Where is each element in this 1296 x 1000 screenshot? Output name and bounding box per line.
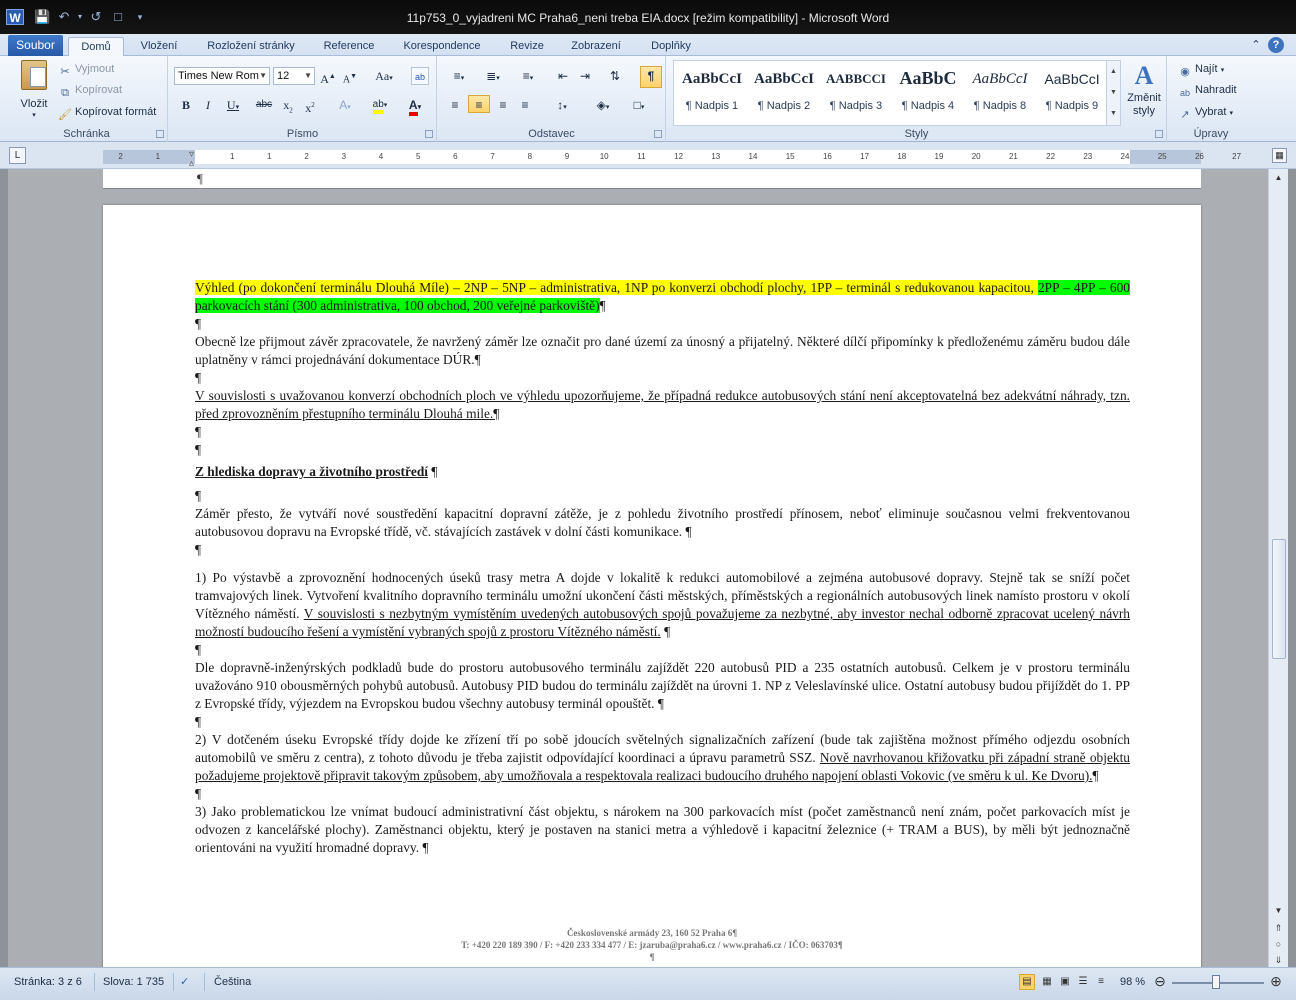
select-button[interactable]: ↗ Vybrat ▾	[1178, 104, 1233, 122]
style-preview: AaBbC	[899, 68, 957, 88]
justify-button[interactable]: ≡	[521, 98, 529, 112]
browse-object-icon[interactable]: ○	[1275, 939, 1282, 949]
ruler-number: 20	[971, 152, 981, 161]
replace-icon: ab	[1179, 88, 1190, 98]
paragraph-conversion[interactable]	[195, 387, 1130, 423]
underlined-text: Nově navrhovanou křižovatku při západní straně objektu požadujeme projektově připravit takovým způsobem, aby umožňovala a respektovala realizaci budoucího druhého napojení oblasti Vokovic (ve směru k ul. Ke Dvoru).	[195, 750, 1130, 783]
highlighted-text-green: 2PP – 4PP – 600 parkovacích stání (300 administrativa, 100 obchod, 200 veřejné parkoviště)	[195, 280, 1130, 313]
paragraph-group	[438, 56, 666, 142]
font-size-dropdown-icon[interactable]: ▼	[304, 71, 312, 80]
paragraph-mark: ¶	[195, 370, 202, 385]
scroll-down-icon[interactable]: ▼	[1274, 906, 1283, 915]
ruler-bar	[0, 142, 1296, 169]
new-document-icon[interactable]: □	[114, 9, 122, 24]
gallery-down-icon[interactable]: ▼	[1110, 89, 1117, 96]
font-group-label: Písmo	[286, 128, 319, 140]
paragraph-point-2[interactable]	[195, 731, 1130, 785]
text-effects-button[interactable]: A▾	[339, 98, 351, 112]
paragraph-mark: ¶	[195, 642, 202, 657]
cut-label: Vyjmout	[75, 63, 115, 75]
language[interactable]: Čeština	[214, 976, 252, 988]
style-heading-9[interactable]	[1036, 61, 1108, 119]
format-painter-label: Kopírovat formát	[75, 106, 157, 118]
style-heading-8[interactable]	[964, 61, 1036, 119]
font-name-dropdown-icon[interactable]: ▼	[259, 71, 267, 80]
paragraph-mark: ¶	[195, 424, 202, 439]
paragraph-mark: ¶	[195, 542, 202, 557]
indent-marker-icon[interactable]: ▿ ▵	[189, 149, 195, 169]
superscript-button[interactable]: $x^2$	[305, 101, 315, 115]
ruler-number: 16	[822, 152, 832, 161]
ruler-text-area	[195, 150, 1130, 164]
paragraph-text: Záměr přesto, že vytváří nové soustředění kapacitní dopravní zátěže, je z pohledu životního prostředí přínosem, neboť eliminuje současnou velmi frekventovanou autobusovou dopravu na Evropské třídě, vč. stávajících zastávek v dolní části komunikace.	[195, 506, 1130, 539]
undo-dropdown-icon[interactable]: ▾	[77, 12, 82, 21]
status-bar	[0, 967, 1296, 1000]
ruler-number: 26	[1194, 152, 1204, 161]
tab-references[interactable]: Reference	[323, 40, 375, 52]
previous-page-bottom	[103, 169, 1201, 189]
font-color-button[interactable]: A▾	[401, 96, 429, 114]
paragraph-general[interactable]	[195, 333, 1130, 369]
align-right-button[interactable]: ≡	[499, 98, 507, 112]
style-name: ¶ Nadpis 1	[685, 100, 739, 112]
borders-button[interactable]: □▾	[633, 98, 645, 112]
find-label: Najít	[1195, 63, 1218, 75]
paragraph-mark: ¶	[599, 298, 606, 313]
draft-view-icon[interactable]: ≡	[1098, 976, 1104, 987]
page-count[interactable]: Stránka: 3 z 6	[14, 976, 82, 988]
font-size-value: 12	[277, 70, 290, 82]
paste-button[interactable]	[14, 60, 54, 122]
change-styles-label: Změnit styly	[1127, 92, 1161, 117]
editing-group-label: Úpravy	[1193, 128, 1229, 140]
style-name: ¶ Nadpis 2	[757, 100, 811, 112]
underlined-text: V souvislosti s nezbytným vymístěním uvedených autobusových spojů považujeme za nezbytné, aby investor nechal odborně zpracovat ucelený návrh možností budoucího řešení a vymístění vybraných spojů z prostoru Vítězného náměstí.	[195, 606, 1130, 639]
change-case-button[interactable]: Aa▾	[375, 69, 393, 83]
view-ruler-icon[interactable]: ▦	[1272, 148, 1287, 163]
style-name: ¶ Nadpis 4	[901, 100, 955, 112]
style-preview: AaBbCcI	[753, 71, 814, 87]
paragraph-text: Obecně lze přijmout závěr zpracovatele, že navržený záměr lze označit pro dané území za únosný a přijatelný. Některé dílčí připomínky k předloženému záměru budou dále uplatněny v rámci projednávání dokumentace DÚR.	[195, 334, 1130, 367]
window-title: 11p753_0_vyjadreni MC Praha6_neni treba EIA.docx [režim kompatibility] - Microsoft Word	[406, 11, 890, 25]
paragraph-mark: ¶	[195, 316, 202, 331]
page-footer[interactable]	[103, 927, 1201, 963]
paragraph-launcher-icon[interactable]	[654, 130, 662, 138]
replace-label: Nahradit	[1195, 84, 1237, 96]
change-styles-icon: A	[1134, 61, 1154, 90]
full-screen-reading-icon[interactable]: ▦	[1042, 976, 1052, 987]
grow-font-button[interactable]: A▲	[320, 72, 336, 86]
bullets-button[interactable]: ≡▾	[453, 69, 465, 83]
redo-icon[interactable]: ↺	[90, 9, 102, 24]
style-name: ¶ Nadpis 9	[1045, 100, 1099, 112]
ruler-number: 1	[267, 152, 272, 161]
footer-address: Československé armády 23, 160 52 Praha 6¶	[566, 928, 738, 938]
tab-file[interactable]: Soubor	[8, 35, 63, 56]
style-preview: AaBbCcI	[681, 71, 742, 87]
style-preview: AaBbCcI	[1044, 71, 1100, 87]
select-label: Vybrat	[1195, 106, 1227, 118]
styles-launcher-icon[interactable]	[1155, 130, 1163, 138]
paragraph-text: 2) V dotčeném úseku Evropské třídy dojde ke zřízení tří po sobě jdoucích světelných signalizačních zařízení (bude tak zajištěna možnost přímého odjezdu osobních automobilů ve směru z centra), z tohoto důvodu je třeba zajistit odpovídající koordinaci a úpravu parametrů SSZ.	[195, 732, 1130, 765]
word-app-icon[interactable]: W	[6, 9, 24, 25]
style-heading-2[interactable]	[748, 61, 820, 119]
format-painter-icon: 🖌	[58, 109, 72, 121]
ruler-number: 14	[748, 152, 758, 161]
paragraph-project[interactable]	[195, 505, 1130, 541]
section-heading[interactable]	[195, 463, 1130, 481]
ruler-number: 9	[564, 152, 570, 161]
numbering-button[interactable]: ≣▾	[486, 69, 500, 83]
paragraph-text: 1) Po výstavbě a zprovoznění hodnocených úseků trasy metra A dojde v lokalitě k redukci automobilové a zejména autobusové dopravy. Stejně tak se sníží počet tramvajových linek. Vytvoření kvalitního dopravního terminálu umožní ukončení části městských, příměstských a regionálních autobusových linek namísto prostoru v okolí Vítězného náměstí.	[195, 570, 1130, 621]
previous-page-icon[interactable]: ⇑	[1274, 923, 1283, 933]
ruler-number: 11	[637, 152, 646, 161]
ruler-number: 1	[155, 152, 161, 161]
customize-toolbar-icon[interactable]: ▾	[137, 12, 143, 22]
paragraph-mark: ¶	[197, 171, 203, 186]
footer-contacts: T: +420 220 189 390 / F: +420 233 334 477 / E: jzaruba@praha6.cz / www.praha6.cz / IČO: 063703¶	[461, 940, 843, 950]
next-page-icon[interactable]: ⇓	[1274, 955, 1283, 965]
ruler-number: 23	[1083, 152, 1093, 161]
ruler-number: 19	[934, 152, 944, 161]
ruler-number: 2	[118, 152, 123, 161]
zoom-in-icon[interactable]: ⊕	[1270, 973, 1282, 989]
find-button[interactable]: ◉ Najít ▾	[1178, 61, 1224, 79]
zoom-level[interactable]: 98 %	[1120, 976, 1146, 988]
font-group	[169, 56, 437, 142]
tab-selector-icon[interactable]: L	[9, 147, 26, 164]
ruler-number: 21	[1008, 152, 1018, 161]
ruler-number: 1	[229, 152, 235, 161]
paragraph-mark: ¶	[195, 786, 202, 801]
paragraph-mark: ¶	[664, 624, 671, 639]
paste-icon	[21, 60, 47, 90]
tab-addins[interactable]: Doplňky	[651, 40, 691, 52]
select-cursor-icon: ↗	[1180, 109, 1190, 121]
save-icon[interactable]: 💾	[34, 9, 51, 24]
gallery-more-icon[interactable]: ▼	[1110, 110, 1117, 117]
paragraph-outlook[interactable]	[195, 279, 1130, 315]
scissors-icon: ✂	[60, 66, 70, 78]
styles-gallery-scroll[interactable]	[1106, 61, 1120, 125]
paragraph-mark: ¶	[195, 442, 202, 457]
font-size-combo[interactable]	[273, 67, 315, 85]
paragraph-mark: ¶	[195, 714, 202, 729]
paragraph-text: V souvislosti s uvažovanou konverzí obchodních ploch ve výhledu upozorňujeme, že případná redukce autobusových stání není akceptovatelná bez adekvátní náhrady, tzn. před zprovozněním přestupního terminálu Dlouhá mile.	[195, 388, 1130, 421]
status-separator	[204, 973, 205, 991]
title-bar	[0, 0, 1296, 34]
shrink-font-button[interactable]: A▼	[342, 72, 358, 86]
font-name-combo[interactable]	[174, 67, 270, 85]
clipboard-group	[6, 56, 168, 142]
paragraph-point-3[interactable]	[195, 803, 1130, 857]
clipboard-group-label: Schránka	[63, 128, 110, 140]
copy-label: Kopírovat	[75, 84, 123, 96]
ribbon	[0, 56, 1296, 142]
sort-button[interactable]: ⇅	[609, 69, 621, 83]
ruler-number: 10	[599, 152, 609, 161]
tab-mailings[interactable]: Korespondence	[403, 40, 481, 52]
ruler-number: 8	[527, 152, 533, 161]
undo-icon[interactable]: ↶	[58, 9, 70, 24]
ruler-number: 7	[490, 152, 495, 161]
strikethrough-button[interactable]: abc	[255, 99, 273, 110]
increase-indent-button[interactable]: ⇥	[579, 69, 591, 83]
ruler-number: 18	[897, 152, 907, 161]
vertical-scrollbar[interactable]	[1268, 169, 1288, 967]
replace-button[interactable]	[1178, 82, 1237, 100]
paste-dropdown-icon: ▾	[32, 112, 36, 119]
tab-page-layout[interactable]: Rozložení stránky	[207, 40, 295, 52]
editing-group	[1168, 56, 1254, 142]
subscript-button[interactable]: $x_2$	[283, 98, 293, 115]
tab-review[interactable]: Revize	[510, 40, 544, 52]
scroll-up-icon[interactable]: ▲	[1274, 173, 1283, 182]
format-painter-button[interactable]	[58, 104, 156, 122]
style-heading-1[interactable]	[676, 61, 748, 119]
ruler-number: 15	[785, 152, 795, 161]
bold-button[interactable]: B	[181, 98, 190, 112]
paragraph-traffic-data[interactable]	[195, 659, 1130, 713]
ruler-number: 13	[711, 152, 721, 161]
scroll-thumb[interactable]	[1272, 539, 1286, 659]
ruler-number: 24	[1120, 152, 1130, 161]
italic-button[interactable]: I	[206, 98, 210, 112]
document-page[interactable]	[103, 205, 1201, 967]
align-left-button[interactable]: ≡	[451, 98, 459, 112]
paragraph-mark: ¶	[493, 406, 500, 421]
help-icon[interactable]: ?	[1268, 37, 1284, 53]
highlight-color-button[interactable]: ab▾	[365, 96, 395, 114]
paragraph-text: Dle dopravně-inženýrských podkladů bude do prostoru autobusového terminálu zajíždět 220 autobusů PID a 235 ostatních autobusů. Celkem je v prostoru terminálu uvažováno 910 obousměrných pohybů autobusů. Autobusy PID budou do terminálu zajíždět na úrovni 1. NP z Veleslavínské ulice. Ostatní autobusy budou přijíždět do 1. PP z Evropské třídy, výjezdem na Evropskou budou všechny autobusy terminál opouštět.	[195, 660, 1130, 711]
highlighted-text-yellow: Výhled (po dokončení terminálu Dlouhá Míle) – 2NP – 5NP – administrativa, 1NP po konverzi obchodí plochy, 1PP – terminál s redukovanou kapacitou,	[195, 280, 1038, 295]
line-spacing-button[interactable]: ↕▾	[557, 98, 567, 112]
multilevel-list-button[interactable]: ≡▾	[522, 69, 534, 83]
paragraph-mark: ¶	[1092, 768, 1099, 783]
paragraph-group-label: Odstavec	[528, 128, 575, 140]
decrease-indent-button[interactable]: ⇤	[557, 69, 569, 83]
align-center-button[interactable]: ≡	[468, 95, 490, 113]
status-separator	[173, 973, 174, 991]
horizontal-ruler[interactable]	[103, 149, 1242, 169]
paragraph-mark: ¶	[657, 696, 664, 711]
minimize-ribbon-icon[interactable]: ⌃	[1251, 39, 1261, 51]
ruler-number: 3	[341, 152, 347, 161]
tab-home[interactable]: Domů	[68, 37, 124, 56]
paste-label: Vložit	[20, 98, 48, 110]
shading-button[interactable]: ◈▾	[596, 98, 610, 112]
web-layout-icon[interactable]: ▣	[1060, 976, 1070, 987]
copy-icon: ⧉	[61, 87, 69, 99]
print-layout-view-icon[interactable]: ▤	[1019, 974, 1035, 990]
font-name-value: Times New Rom	[178, 70, 259, 82]
page-content[interactable]	[195, 279, 1130, 857]
word-count[interactable]: Slova: 1 735	[103, 976, 165, 988]
paragraph-text: 3) Jako problematickou lze vnímat budoucí administrativní část objektu, s nárokem na 300 parkovacích míst (počet zaměstnanců není znám, počet parkovacích míst je odvozen z kancelářské plochy). Zaměstnanci objektu, který je postaven na stanici metra a výhledově i kapacitní železnice (+ TRAM a BUS), by měli být jednoznačně orientováni na využití hromadné dopravy.	[195, 804, 1130, 855]
paragraph-mark: ¶	[474, 352, 481, 367]
styles-gallery	[673, 60, 1121, 126]
proofing-icon[interactable]: ✓	[180, 976, 190, 988]
gallery-up-icon[interactable]: ▲	[1110, 68, 1117, 75]
ruler-number: 6	[453, 152, 458, 161]
underline-button[interactable]: U▾	[226, 98, 240, 112]
status-separator	[94, 973, 95, 991]
footer-paragraph-mark: ¶	[649, 952, 655, 962]
clipboard-launcher-icon[interactable]	[156, 130, 164, 138]
style-name: ¶ Nadpis 8	[973, 100, 1027, 112]
style-heading-4[interactable]	[892, 61, 964, 119]
binoculars-icon: ◉	[1180, 66, 1190, 78]
clear-formatting-button[interactable]: ab	[411, 67, 429, 85]
ruler-number: 12	[674, 152, 684, 161]
paragraph-mark: ¶	[195, 488, 202, 503]
paragraph-mark: ¶	[685, 524, 692, 539]
styles-group-label: Styly	[904, 128, 929, 140]
ruler-number: 2	[304, 152, 309, 161]
font-launcher-icon[interactable]	[425, 130, 433, 138]
ruler-number: 22	[1046, 152, 1056, 161]
heading-text: Z hlediska dopravy a životního prostředí	[195, 464, 429, 479]
change-styles-button[interactable]	[1124, 60, 1164, 118]
ruler-number: 27	[1232, 152, 1242, 161]
ruler-number: 5	[415, 152, 421, 161]
ruler-number: 4	[378, 152, 384, 161]
style-heading-3[interactable]	[820, 61, 892, 119]
paragraph-mark: ¶	[431, 464, 438, 479]
tab-view[interactable]: Zobrazení	[571, 40, 621, 52]
zoom-slider-thumb[interactable]	[1212, 975, 1220, 989]
ribbon-tabs	[0, 34, 1296, 56]
zoom-out-icon[interactable]: ⊖	[1154, 973, 1166, 989]
ruler-number: 17	[860, 152, 870, 161]
outline-view-icon[interactable]: ☰	[1078, 976, 1088, 987]
style-preview: AABBCCI	[826, 71, 886, 86]
cut-button[interactable]	[58, 61, 114, 79]
ruler-number: 25	[1157, 152, 1167, 161]
document-area[interactable]	[8, 169, 1268, 967]
paragraph-point-1[interactable]	[195, 569, 1130, 641]
style-preview: AaBbCcI	[972, 71, 1028, 87]
tab-insert[interactable]: Vložení	[140, 40, 178, 52]
show-formatting-marks-button[interactable]: ¶	[640, 66, 662, 88]
copy-button[interactable]	[58, 82, 122, 100]
style-name: ¶ Nadpis 3	[829, 100, 883, 112]
paragraph-mark: ¶	[422, 840, 429, 855]
